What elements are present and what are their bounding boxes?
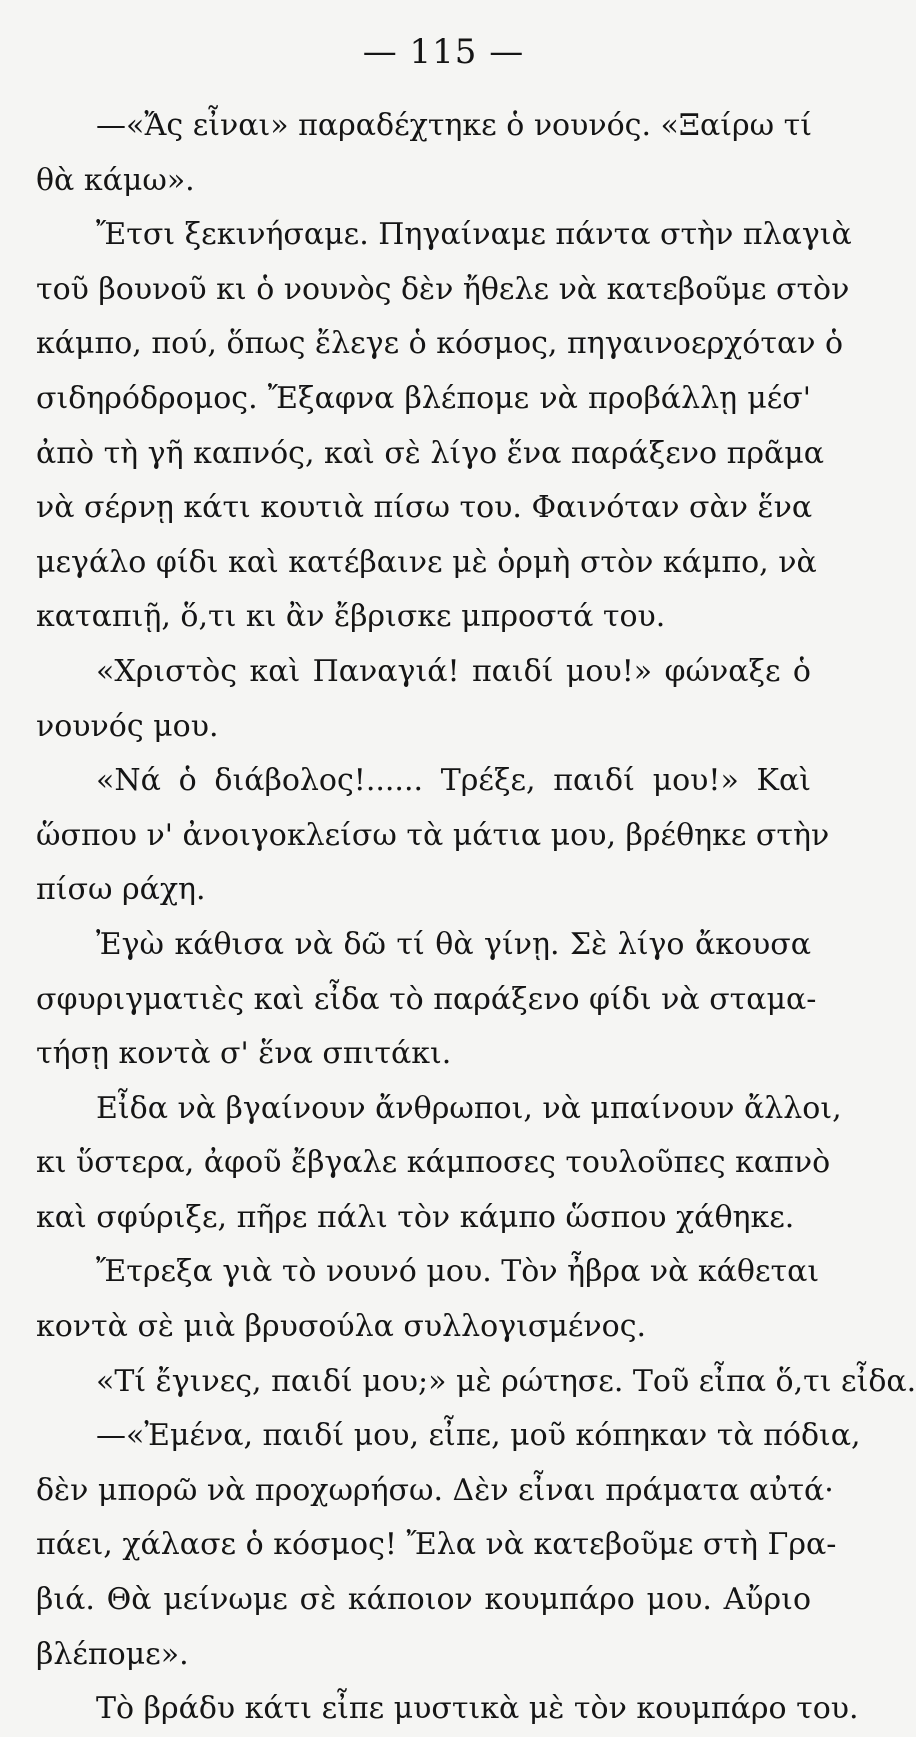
- text-line: σιδηρόδρομος. Ἔξαφνα βλέπομε νὰ προβάλλῃ μέσ': [36, 380, 811, 416]
- text-line: νὰ σέρνῃ κάτι κουτιὰ πίσω του. Φαινόταν σὰν ἕνα: [36, 490, 813, 526]
- text-line: ὥσπου ν' ἀνοιγοκλείσω τὰ μάτια μου, βρέθηκε στὴν: [36, 817, 830, 853]
- text-line: τοῦ βουνοῦ κι ὁ νουνὸς δὲν ἤθελε νὰ κατεβοῦμε στὸν: [36, 271, 850, 307]
- text-line: «Νά ὁ διάβολος!...... Τρέξε, παιδί μου!» Καὶ: [96, 763, 811, 799]
- text-line: καὶ σφύριξε, πῆρε πάλι τὸν κάμπο ὥσπου χάθηκε.: [36, 1199, 795, 1235]
- text-line: —«Ἄς εἶναι» παραδέχτηκε ὁ νουνός. «Ξαίρω τί: [96, 108, 813, 143]
- text-line: κάμπο, πού, ὅπως ἔλεγε ὁ κόσμος, πηγαινοερχόταν ὁ: [36, 326, 844, 362]
- text-line: κοντὰ σὲ μιὰ βρυσούλα συλλογισμένος.: [36, 1309, 647, 1345]
- text-line: ἀπὸ τὴ γῆ καπνός, καὶ σὲ λίγο ἕνα παράξενο πρᾶμα: [36, 435, 825, 471]
- text-line: καταπιῇ, ὅ,τι κι ἂν ἔβρισκε μπροστά του.: [36, 599, 666, 635]
- text-line: βλέπομε».: [36, 1636, 189, 1672]
- text-line: Τὸ βράδυ κάτι εἶπε μυστικὰ μὲ τὸν κουμπάρο του.: [96, 1691, 859, 1727]
- text-line: δὲν μπορῶ νὰ προχωρήσω. Δὲν εἶναι πράματα αὐτά·: [36, 1472, 834, 1508]
- text-line: κι ὕστερα, ἀφοῦ ἔβγαλε κάμποσες τουλοῦπες καπνὸ: [36, 1145, 831, 1181]
- text-line: Εἶδα νὰ βγαίνουν ἄνθρωποι, νὰ μπαίνουν ἄλλοι,: [96, 1090, 842, 1126]
- text-line: Ἐγὼ κάθισα νὰ δῶ τί θὰ γίνῃ. Σὲ λίγο ἄκουσα: [96, 926, 811, 962]
- text-line: θὰ κάμω».: [36, 162, 195, 198]
- text-line: «Χριστὸς καὶ Παναγιά! παιδί μου!» φώναξε ὁ: [96, 653, 811, 689]
- text-line: τήσῃ κοντὰ σ' ἕνα σπιτάκι.: [36, 1036, 452, 1072]
- body-text: [36, 99, 916, 1737]
- text-line: Ἔτσι ξεκινήσαμε. Πηγαίναμε πάντα στὴν πλαγιὰ: [96, 217, 852, 253]
- text-line: μεγάλο φίδι καὶ κατέβαινε μὲ ὁρμὴ στὸν κάμπο, νὰ: [36, 544, 817, 580]
- text-line: «Τί ἔγινες, παιδί μου;» μὲ ρώτησε. Τοῦ εἶπα ὅ,τι εἶδα.: [96, 1363, 916, 1399]
- text-line: Ἔτρεξα γιὰ τὸ νουνό μου. Τὸν ἦβρα νὰ κάθεται: [96, 1254, 820, 1290]
- text-line: βιά. Θὰ μείνωμε σὲ κάποιον κουμπάρο μου. Αὔριο: [36, 1582, 811, 1618]
- text-line: νουνός μου.: [36, 708, 219, 744]
- text-line: —«Ἐμένα, παιδί μου, εἶπε, μοῦ κόπηκαν τὰ πόδια,: [96, 1418, 861, 1454]
- text-line: σφυριγματιὲς καὶ εἶδα τὸ παράξενο φίδι νὰ σταμα-: [36, 981, 817, 1017]
- text-line: πάει, χάλασε ὁ κόσμος! Ἔλα νὰ κατεβοῦμε στὴ Γρα-: [36, 1527, 837, 1563]
- page-number: — 115 —: [362, 32, 525, 72]
- text-line: πίσω ράχη.: [36, 872, 206, 908]
